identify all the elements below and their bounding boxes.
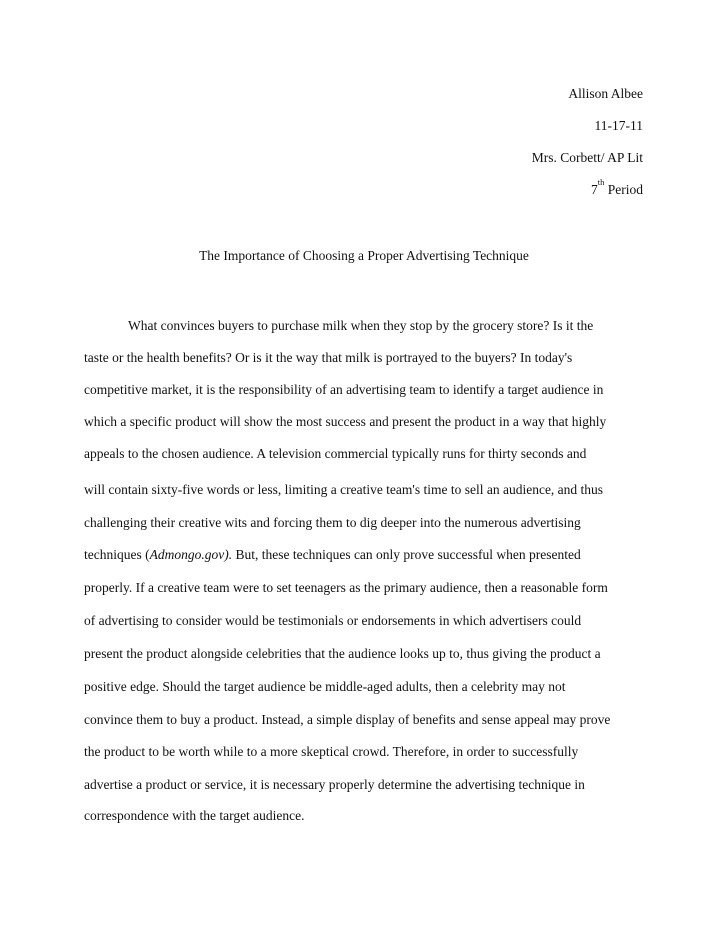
period-suffix: th: [597, 177, 605, 187]
body-line-16: correspondence with the target audience.: [84, 808, 305, 823]
body-line-11: present the product alongside celebrities that the audience looks up to, thus giving the product a: [84, 646, 601, 661]
header-date: 11-17-11: [594, 118, 643, 133]
body-line-5: appeals to the chosen audience. A television commercial typically runs for thirty seconds and: [84, 446, 587, 461]
body-line-4: which a specific product will show the most success and present the product in a way that highly: [84, 414, 607, 429]
body-line-6: will contain sixty-five words or less, limiting a creative team's time to sell an audience, and thus: [84, 482, 604, 497]
period-word: Period: [607, 182, 643, 197]
body-line-14: the product to be worth while to a more skeptical crowd. Therefore, in order to successfully: [84, 744, 579, 759]
body-line-7: challenging their creative wits and forcing them to dig deeper into the numerous advertising: [84, 515, 581, 530]
body-line-9: properly. If a creative team were to set teenagers as the primary audience, then a reasonable form: [84, 580, 608, 595]
body-line-8: [84, 547, 581, 563]
body-line-1: What convinces buyers to purchase milk when they stop by the grocery store? Is it the: [128, 318, 594, 333]
body-line-8-start: techniques (: [84, 547, 150, 562]
body-line-3: competitive market, it is the responsibility of an advertising team to identify a target audience in: [84, 382, 604, 397]
header-teacher-class: Mrs. Corbett/ AP Lit: [531, 150, 643, 165]
body-line-8-end: But, these techniques can only prove successful when presented: [232, 547, 581, 562]
body-line-2: taste or the health benefits? Or is it the way that milk is portrayed to the buyers? In today's: [84, 350, 573, 365]
body-line-15: advertise a product or service, it is necessary properly determine the advertising technique in: [84, 777, 585, 792]
body-line-12: positive edge. Should the target audience be middle-aged adults, then a celebrity may not: [84, 679, 566, 694]
body-line-10: of advertising to consider would be testimonials or endorsements in which advertisers could: [84, 613, 582, 628]
essay-title: The Importance of Choosing a Proper Advertising Technique: [199, 248, 529, 263]
period-number: 7: [591, 182, 598, 197]
header-period: [591, 177, 643, 198]
header-author: Allison Albee: [568, 86, 643, 101]
citation-admongo: Admongo.gov).: [149, 547, 233, 562]
body-line-13: convince them to buy a product. Instead, a simple display of benefits and sense appeal may prove: [84, 712, 611, 727]
